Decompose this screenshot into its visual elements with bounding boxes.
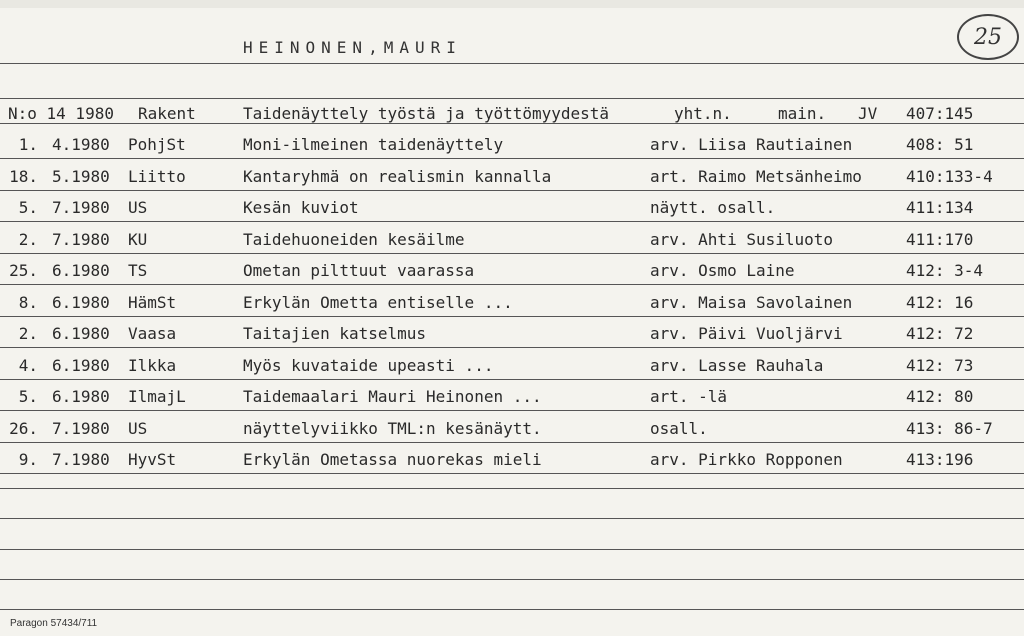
header-author: yht.n. <box>674 104 732 123</box>
header-no: N:o 14 1980 <box>8 104 114 123</box>
entry-ref: 413:196 <box>906 450 974 469</box>
entry-source: IlmajL <box>128 387 186 406</box>
entry-author: arv. Osmo Laine <box>650 261 795 280</box>
entry-day: 9. <box>18 450 38 469</box>
table-row <box>0 290 1024 316</box>
rule-line <box>0 410 1024 411</box>
entry-date: 6.1980 <box>52 293 110 312</box>
entry-author: art. -lä <box>650 387 728 406</box>
entry-author: arv. Liisa Rautiainen <box>650 135 853 154</box>
table-row <box>0 447 1024 473</box>
entry-title: Taidemaalari Mauri Heinonen ... <box>243 387 542 406</box>
entry-author: osall. <box>650 419 708 438</box>
entry-source: Vaasa <box>128 324 177 343</box>
entry-date: 6.1980 <box>52 324 110 343</box>
header-jv: JV <box>858 104 878 123</box>
entry-source: TS <box>128 261 148 280</box>
entry-date: 4.1980 <box>52 135 110 154</box>
blank-rule-line <box>0 549 1024 550</box>
blank-rule-line <box>0 518 1024 519</box>
rule-line <box>0 316 1024 317</box>
entry-author: arv. Ahti Susiluoto <box>650 230 834 249</box>
entry-date: 7.1980 <box>52 419 110 438</box>
table-row <box>0 416 1024 442</box>
rule-line <box>0 98 1024 99</box>
entry-ref: 408: 51 <box>906 135 974 154</box>
entry-ref: 412: 80 <box>906 387 974 406</box>
entry-date: 6.1980 <box>52 261 110 280</box>
entry-title: näyttelyviikko TML:n kesänäytt. <box>243 419 542 438</box>
entry-source: KU <box>128 230 148 249</box>
entry-title: Erkylän Ometta entiselle ... <box>243 293 513 312</box>
entry-date: 6.1980 <box>52 387 110 406</box>
header-role: main. <box>778 104 827 123</box>
entry-ref: 411:134 <box>906 198 974 217</box>
entry-source: HyvSt <box>128 450 177 469</box>
entry-ref: 410:133-4 <box>906 167 993 186</box>
entry-day: 5. <box>18 198 38 217</box>
card-heading: HEINONEN,MAURI <box>243 38 462 57</box>
rule-line <box>0 284 1024 285</box>
table-row <box>0 353 1024 379</box>
entry-day: 26. <box>9 419 38 438</box>
rule-line <box>0 63 1024 64</box>
entry-source: US <box>128 198 148 217</box>
entry-source: Liitto <box>128 167 186 186</box>
card-number-circle: 25 <box>957 14 1019 60</box>
header-source: Rakent <box>138 104 196 123</box>
entry-author: art. Raimo Metsänheimo <box>650 167 862 186</box>
entry-author: arv. Maisa Savolainen <box>650 293 853 312</box>
entry-source: PohjSt <box>128 135 186 154</box>
table-row <box>0 258 1024 284</box>
entry-source: HämSt <box>128 293 177 312</box>
entry-ref: 412: 73 <box>906 356 974 375</box>
rule-line <box>0 221 1024 222</box>
entry-author: arv. Lasse Rauhala <box>650 356 824 375</box>
rule-line <box>0 379 1024 380</box>
entry-date: 7.1980 <box>52 450 110 469</box>
table-row <box>0 132 1024 158</box>
rule-line <box>0 253 1024 254</box>
entry-author: arv. Pirkko Ropponen <box>650 450 843 469</box>
entry-day: 2. <box>18 230 38 249</box>
entry-date: 7.1980 <box>52 198 110 217</box>
entry-title: Moni-ilmeinen taidenäyttely <box>243 135 504 154</box>
entry-ref: 412: 16 <box>906 293 974 312</box>
entry-title: Erkylän Ometassa nuorekas mieli <box>243 450 542 469</box>
entry-author: näytt. osall. <box>650 198 776 217</box>
entry-date: 7.1980 <box>52 230 110 249</box>
entry-day: 4. <box>18 356 38 375</box>
entry-ref: 412: 3-4 <box>906 261 984 280</box>
header-ref: 407:145 <box>906 104 974 123</box>
rule-line <box>0 123 1024 124</box>
card-footer-imprint: Paragon 57434/711 <box>10 618 98 629</box>
entry-date: 6.1980 <box>52 356 110 375</box>
table-row <box>0 164 1024 190</box>
entry-title: Kantaryhmä on realismin kannalla <box>243 167 552 186</box>
blank-rule-line <box>0 609 1024 610</box>
entry-day: 1. <box>18 135 38 154</box>
rule-line <box>0 347 1024 348</box>
entry-day: 5. <box>18 387 38 406</box>
entry-title: Ometan pilttuut vaarassa <box>243 261 475 280</box>
entry-title: Myös kuvataide upeasti ... <box>243 356 494 375</box>
rule-line <box>0 158 1024 159</box>
blank-rule-line <box>0 579 1024 580</box>
blank-rule-line <box>0 488 1024 489</box>
table-row <box>0 195 1024 221</box>
entry-day: 25. <box>9 261 38 280</box>
entry-ref: 411:170 <box>906 230 974 249</box>
header-title: Taidenäyttely työstä ja työttömyydestä <box>243 104 610 123</box>
entry-source: Ilkka <box>128 356 177 375</box>
table-row <box>0 384 1024 410</box>
entry-ref: 412: 72 <box>906 324 974 343</box>
entry-day: 8. <box>18 293 38 312</box>
entry-date: 5.1980 <box>52 167 110 186</box>
entry-source: US <box>128 419 148 438</box>
entry-day: 2. <box>18 324 38 343</box>
table-row <box>0 321 1024 347</box>
table-row <box>0 227 1024 253</box>
entry-author: arv. Päivi Vuoljärvi <box>650 324 843 343</box>
rule-line <box>0 473 1024 474</box>
entry-title: Taitajien katselmus <box>243 324 427 343</box>
entry-title: Kesän kuviot <box>243 198 359 217</box>
entry-title: Taidehuoneiden kesäilme <box>243 230 465 249</box>
card-top-edge <box>0 0 1024 8</box>
rule-line <box>0 442 1024 443</box>
entry-day: 18. <box>9 167 38 186</box>
entry-ref: 413: 86-7 <box>906 419 993 438</box>
rule-line <box>0 190 1024 191</box>
